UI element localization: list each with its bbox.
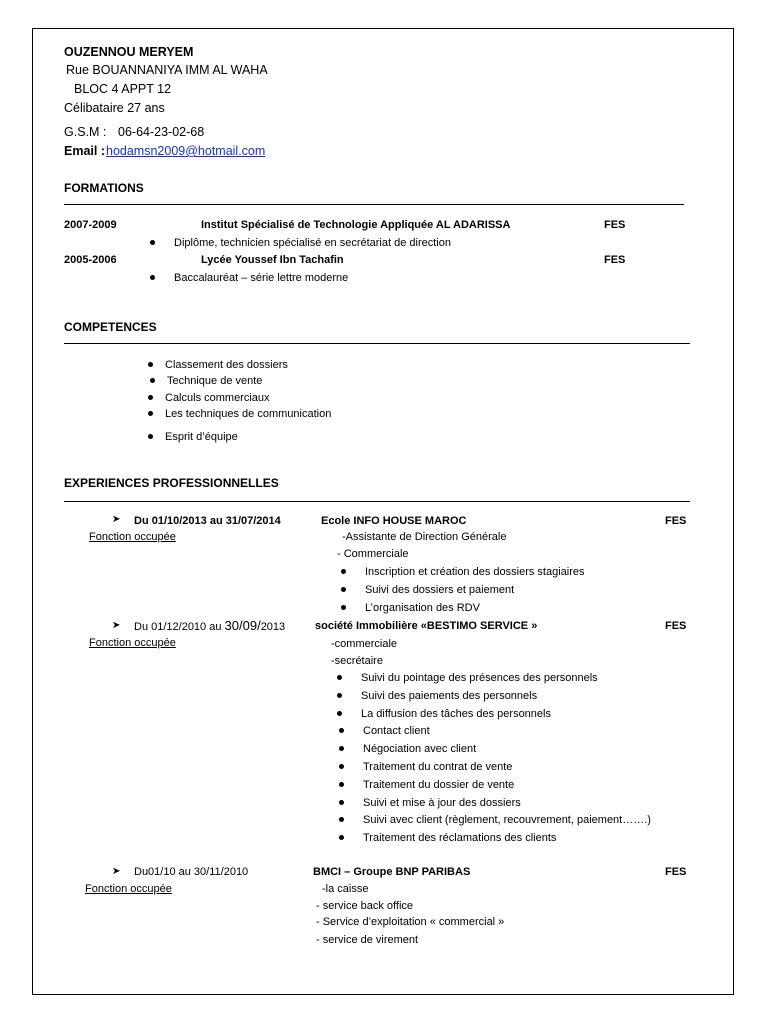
formation-school: Lycée Youssef Ibn Tachafin [201, 254, 344, 266]
job-task: Suivi avec client (règlement, recouvrement, paiement…….) [363, 814, 651, 826]
competence-item: Classement des dossiers [165, 359, 288, 371]
formation-school: Institut Spécialisé de Technologie Appliquée AL ADARISSA [201, 219, 511, 231]
job-role: -Assistante de Direction Générale [342, 531, 507, 543]
bullet-icon [150, 275, 155, 280]
bullet-icon [337, 711, 342, 716]
job-task: Suivi des dossiers et paiement [365, 584, 515, 596]
formation-city: FES [604, 254, 626, 266]
formation-detail: Diplôme, technicien spécialisé en secrétariat de direction [174, 237, 451, 249]
job-period: Du01/10 au 30/11/2010 [134, 866, 249, 878]
function-label: Fonction occupée [89, 637, 176, 649]
job-role: -la caisse [322, 883, 369, 895]
address-line-1: Rue BOUANNANIYA IMM AL WAHA [66, 63, 268, 77]
competence-item: Calculs commerciaux [165, 392, 270, 404]
bullet-icon [339, 800, 344, 805]
job-city: FES [665, 515, 687, 527]
job-company: Ecole INFO HOUSE MAROC [321, 515, 467, 527]
formations-rule [64, 204, 684, 205]
bullet-icon [339, 728, 344, 733]
competences-rule [64, 343, 690, 344]
formation-city: FES [604, 219, 626, 231]
formations-heading: FORMATIONS [64, 181, 144, 195]
job-role: -commerciale [331, 638, 398, 650]
job-city: FES [665, 866, 687, 878]
job-city: FES [665, 620, 687, 632]
job-task: Négociation avec client [363, 743, 477, 755]
job-role: -secrétaire [331, 655, 383, 667]
job-task: Contact client [363, 725, 430, 737]
job-period: Du 01/12/2010 au 30/09/2013 [134, 618, 286, 633]
bullet-icon [148, 434, 153, 439]
bullet-icon [148, 411, 153, 416]
bullet-icon [337, 675, 342, 680]
page-border [32, 28, 734, 995]
arrow-bullet-icon: ➤ [112, 514, 121, 525]
competence-item: Technique de vente [167, 375, 263, 387]
gsm-label: G.S.M : [64, 125, 107, 139]
email-link[interactable]: hodamsn2009@hotmail.com [106, 144, 266, 158]
bullet-icon [339, 746, 344, 751]
job-role: - Commerciale [337, 548, 409, 560]
job-period: Du 01/10/2013 au 31/07/2014 [134, 515, 281, 527]
bullet-icon [148, 395, 153, 400]
function-label: Fonction occupée [89, 531, 176, 543]
job-task: Suivi du pointage des présences des personnels [361, 672, 598, 684]
bullet-icon [341, 587, 346, 592]
experiences-rule [64, 501, 690, 502]
job-role: - service de virement [316, 934, 419, 946]
address-line-2: BLOC 4 APPT 12 [74, 82, 172, 96]
bullet-icon [339, 817, 344, 822]
competences-heading: COMPETENCES [64, 320, 157, 334]
candidate-name: OUZENNOU MERYEM [64, 45, 194, 59]
job-task: La diffusion des tâches des personnels [361, 708, 551, 720]
job-task: Traitement des réclamations des clients [363, 832, 557, 844]
bullet-icon [339, 782, 344, 787]
formation-detail: Baccalauréat – série lettre moderne [174, 272, 349, 284]
competence-item: Esprit d’équipe [165, 431, 238, 443]
job-company: société Immobilière «BESTIMO SERVICE » [315, 620, 538, 632]
job-company: BMCI – Groupe BNP PARIBAS [313, 866, 471, 878]
job-role: - Service d’exploitation « commercial » [316, 916, 505, 928]
bullet-icon [339, 764, 344, 769]
bullet-icon [337, 693, 342, 698]
function-label: Fonction occupée [85, 883, 172, 895]
competence-item: Les techniques de communication [165, 408, 332, 420]
job-task: Suivi et mise à jour des dossiers [363, 797, 521, 809]
arrow-bullet-icon: ➤ [112, 620, 121, 631]
bullet-icon [150, 240, 155, 245]
email-label: Email : [64, 144, 105, 158]
job-role: - service back office [316, 900, 414, 912]
bullet-icon [148, 362, 153, 367]
bullet-icon [341, 569, 346, 574]
job-task: Inscription et création des dossiers stagiaires [365, 566, 585, 578]
experiences-heading: EXPERIENCES PROFESSIONNELLES [64, 476, 279, 490]
job-task: L’organisation des RDV [365, 602, 480, 614]
arrow-bullet-icon: ➤ [112, 866, 121, 877]
job-task: Suivi des paiements des personnels [361, 690, 538, 702]
gsm-value: 06-64-23-02-68 [118, 125, 205, 139]
job-task: Traitement du contrat de vente [363, 761, 513, 773]
formation-years: 2005-2006 [64, 254, 117, 266]
bullet-icon [339, 835, 344, 840]
bullet-icon [341, 605, 346, 610]
marital-status: Célibataire 27 ans [64, 101, 165, 115]
bullet-icon [150, 378, 155, 383]
job-task: Traitement du dossier de vente [363, 779, 515, 791]
formation-years: 2007-2009 [64, 219, 117, 231]
